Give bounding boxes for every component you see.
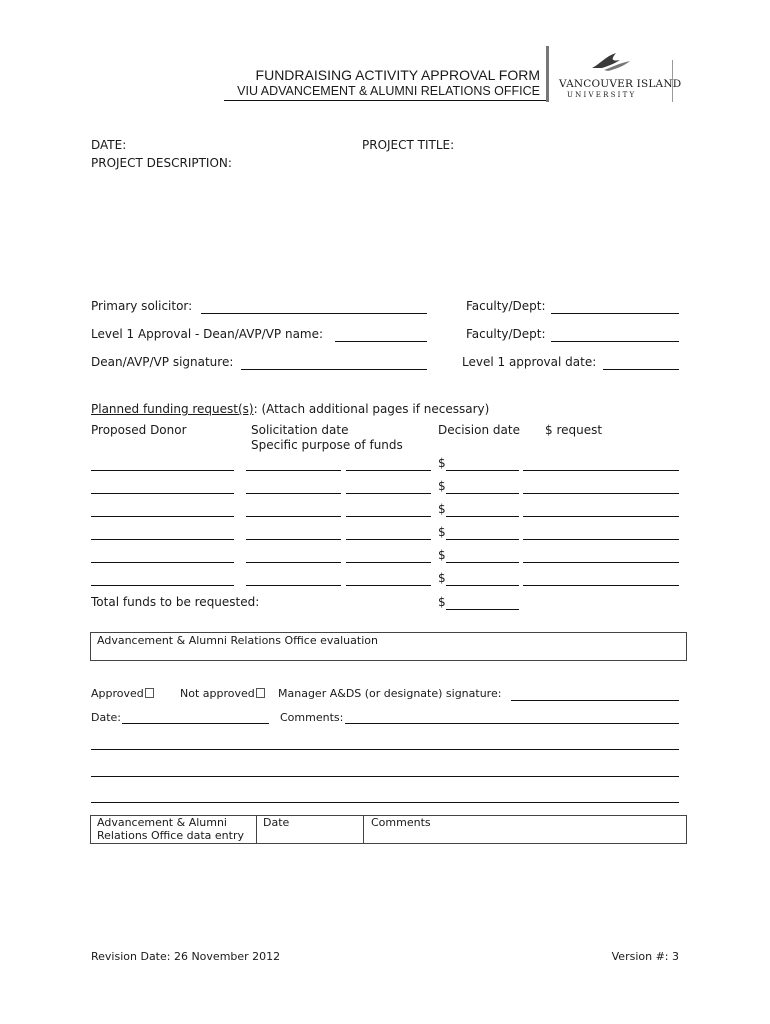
project-description-label: PROJECT DESCRIPTION: <box>91 156 232 170</box>
eval-date-label: Date: <box>91 711 121 724</box>
primary-solicitor-field[interactable] <box>201 313 427 314</box>
donor-field[interactable] <box>91 516 234 517</box>
dollar-sign: $ <box>438 456 446 470</box>
total-funds-field[interactable] <box>446 609 519 610</box>
not-approved-checkbox[interactable] <box>256 688 265 698</box>
dollar-sign: $ <box>438 548 446 562</box>
faculty-dept-field-1[interactable] <box>551 313 679 314</box>
solicitation-date-field[interactable] <box>246 516 341 517</box>
not-approved-label: Not approved <box>180 687 255 700</box>
evaluation-box-label: Advancement & Alumni Relations Office evaluation <box>97 634 378 647</box>
donor-field[interactable] <box>91 470 234 471</box>
data-entry-label-line2: Relations Office data entry <box>97 829 244 842</box>
request-amount-field[interactable] <box>523 470 679 471</box>
faculty-dept-field-2[interactable] <box>551 341 679 342</box>
solicitation-date-field[interactable] <box>246 562 341 563</box>
data-entry-label-line1: Advancement & Alumni <box>97 816 227 829</box>
project-title-label: PROJECT TITLE: <box>362 138 455 152</box>
col-specific-purpose: Specific purpose of funds <box>251 438 403 452</box>
request-amount-field[interactable] <box>523 516 679 517</box>
col-dollar-request: $ request <box>545 423 603 437</box>
comments-line-3[interactable] <box>91 802 679 803</box>
level1-date-field[interactable] <box>603 369 679 370</box>
eval-comments-field[interactable] <box>345 723 679 724</box>
signature-field[interactable] <box>241 369 427 370</box>
solicitation-date-field[interactable] <box>246 493 341 494</box>
purpose-field[interactable] <box>346 585 431 586</box>
col-proposed-donor: Proposed Donor <box>91 423 187 437</box>
header-rule <box>224 100 548 101</box>
comments-line-1[interactable] <box>91 749 679 750</box>
eval-date-field[interactable] <box>122 723 269 724</box>
dollar-sign: $ <box>438 502 446 516</box>
solicitation-date-field[interactable] <box>246 470 341 471</box>
data-entry-table <box>90 815 687 844</box>
date-label: DATE: <box>91 138 127 152</box>
not-approved-option[interactable] <box>180 687 265 700</box>
faculty-dept-label-2: Faculty/Dept: <box>466 327 546 341</box>
approved-option[interactable] <box>91 687 154 700</box>
funding-heading <box>91 402 489 416</box>
total-funds-label: Total funds to be requested: <box>91 595 260 609</box>
data-entry-divider-1 <box>256 816 257 843</box>
decision-date-field[interactable] <box>446 493 519 494</box>
viu-logo-icon <box>590 50 634 74</box>
form-subtitle: VIU ADVANCEMENT & ALUMNI RELATIONS OFFICE <box>237 84 540 98</box>
manager-signature-label: Manager A&DS (or designate) signature: <box>278 687 502 700</box>
purpose-field[interactable] <box>346 562 431 563</box>
decision-date-field[interactable] <box>446 539 519 540</box>
header-divider <box>546 46 549 102</box>
data-entry-divider-2 <box>363 816 364 843</box>
decision-date-field[interactable] <box>446 562 519 563</box>
faculty-dept-label-1: Faculty/Dept: <box>466 299 546 313</box>
level1-date-label: Level 1 approval date: <box>462 355 597 369</box>
approved-checkbox[interactable] <box>145 688 154 698</box>
logo-text-vancouver-island: VANCOUVER ISLAND <box>559 78 682 90</box>
total-dollar-sign: $ <box>438 595 446 609</box>
evaluation-box <box>90 632 687 661</box>
request-amount-field[interactable] <box>523 562 679 563</box>
col-decision-date: Decision date <box>438 423 520 437</box>
approved-label: Approved <box>91 687 144 700</box>
request-amount-field[interactable] <box>523 539 679 540</box>
dollar-sign: $ <box>438 525 446 539</box>
decision-date-field[interactable] <box>446 516 519 517</box>
donor-field[interactable] <box>91 585 234 586</box>
data-entry-comments-header: Comments <box>371 816 431 829</box>
request-amount-field[interactable] <box>523 493 679 494</box>
request-amount-field[interactable] <box>523 585 679 586</box>
solicitation-date-field[interactable] <box>246 585 341 586</box>
decision-date-field[interactable] <box>446 470 519 471</box>
revision-date: Revision Date: 26 November 2012 <box>91 950 281 963</box>
solicitation-date-field[interactable] <box>246 539 341 540</box>
donor-field[interactable] <box>91 562 234 563</box>
level1-approval-name-label: Level 1 Approval - Dean/AVP/VP name: <box>91 327 324 341</box>
comments-line-2[interactable] <box>91 776 679 777</box>
decision-date-field[interactable] <box>446 585 519 586</box>
purpose-field[interactable] <box>346 493 431 494</box>
dollar-sign: $ <box>438 479 446 493</box>
manager-signature-field[interactable] <box>511 700 679 701</box>
level1-approval-name-field[interactable] <box>335 341 427 342</box>
donor-field[interactable] <box>91 493 234 494</box>
data-entry-date-header: Date <box>263 816 290 829</box>
purpose-field[interactable] <box>346 516 431 517</box>
eval-comments-label: Comments: <box>280 711 344 724</box>
form-title: FUNDRAISING ACTIVITY APPROVAL FORM <box>255 67 540 83</box>
donor-field[interactable] <box>91 539 234 540</box>
logo-text-university: U N I V E R S I T Y <box>567 91 635 99</box>
purpose-field[interactable] <box>346 470 431 471</box>
primary-solicitor-label: Primary solicitor: <box>91 299 193 313</box>
funding-heading-underlined: Planned funding request(s) <box>91 402 254 416</box>
signature-label: Dean/AVP/VP signature: <box>91 355 234 369</box>
version-number: Version #: 3 <box>611 950 679 963</box>
col-solicitation-date: Solicitation date <box>251 423 349 437</box>
funding-heading-suffix: : (Attach additional pages if necessary) <box>253 402 490 416</box>
dollar-sign: $ <box>438 571 446 585</box>
purpose-field[interactable] <box>346 539 431 540</box>
